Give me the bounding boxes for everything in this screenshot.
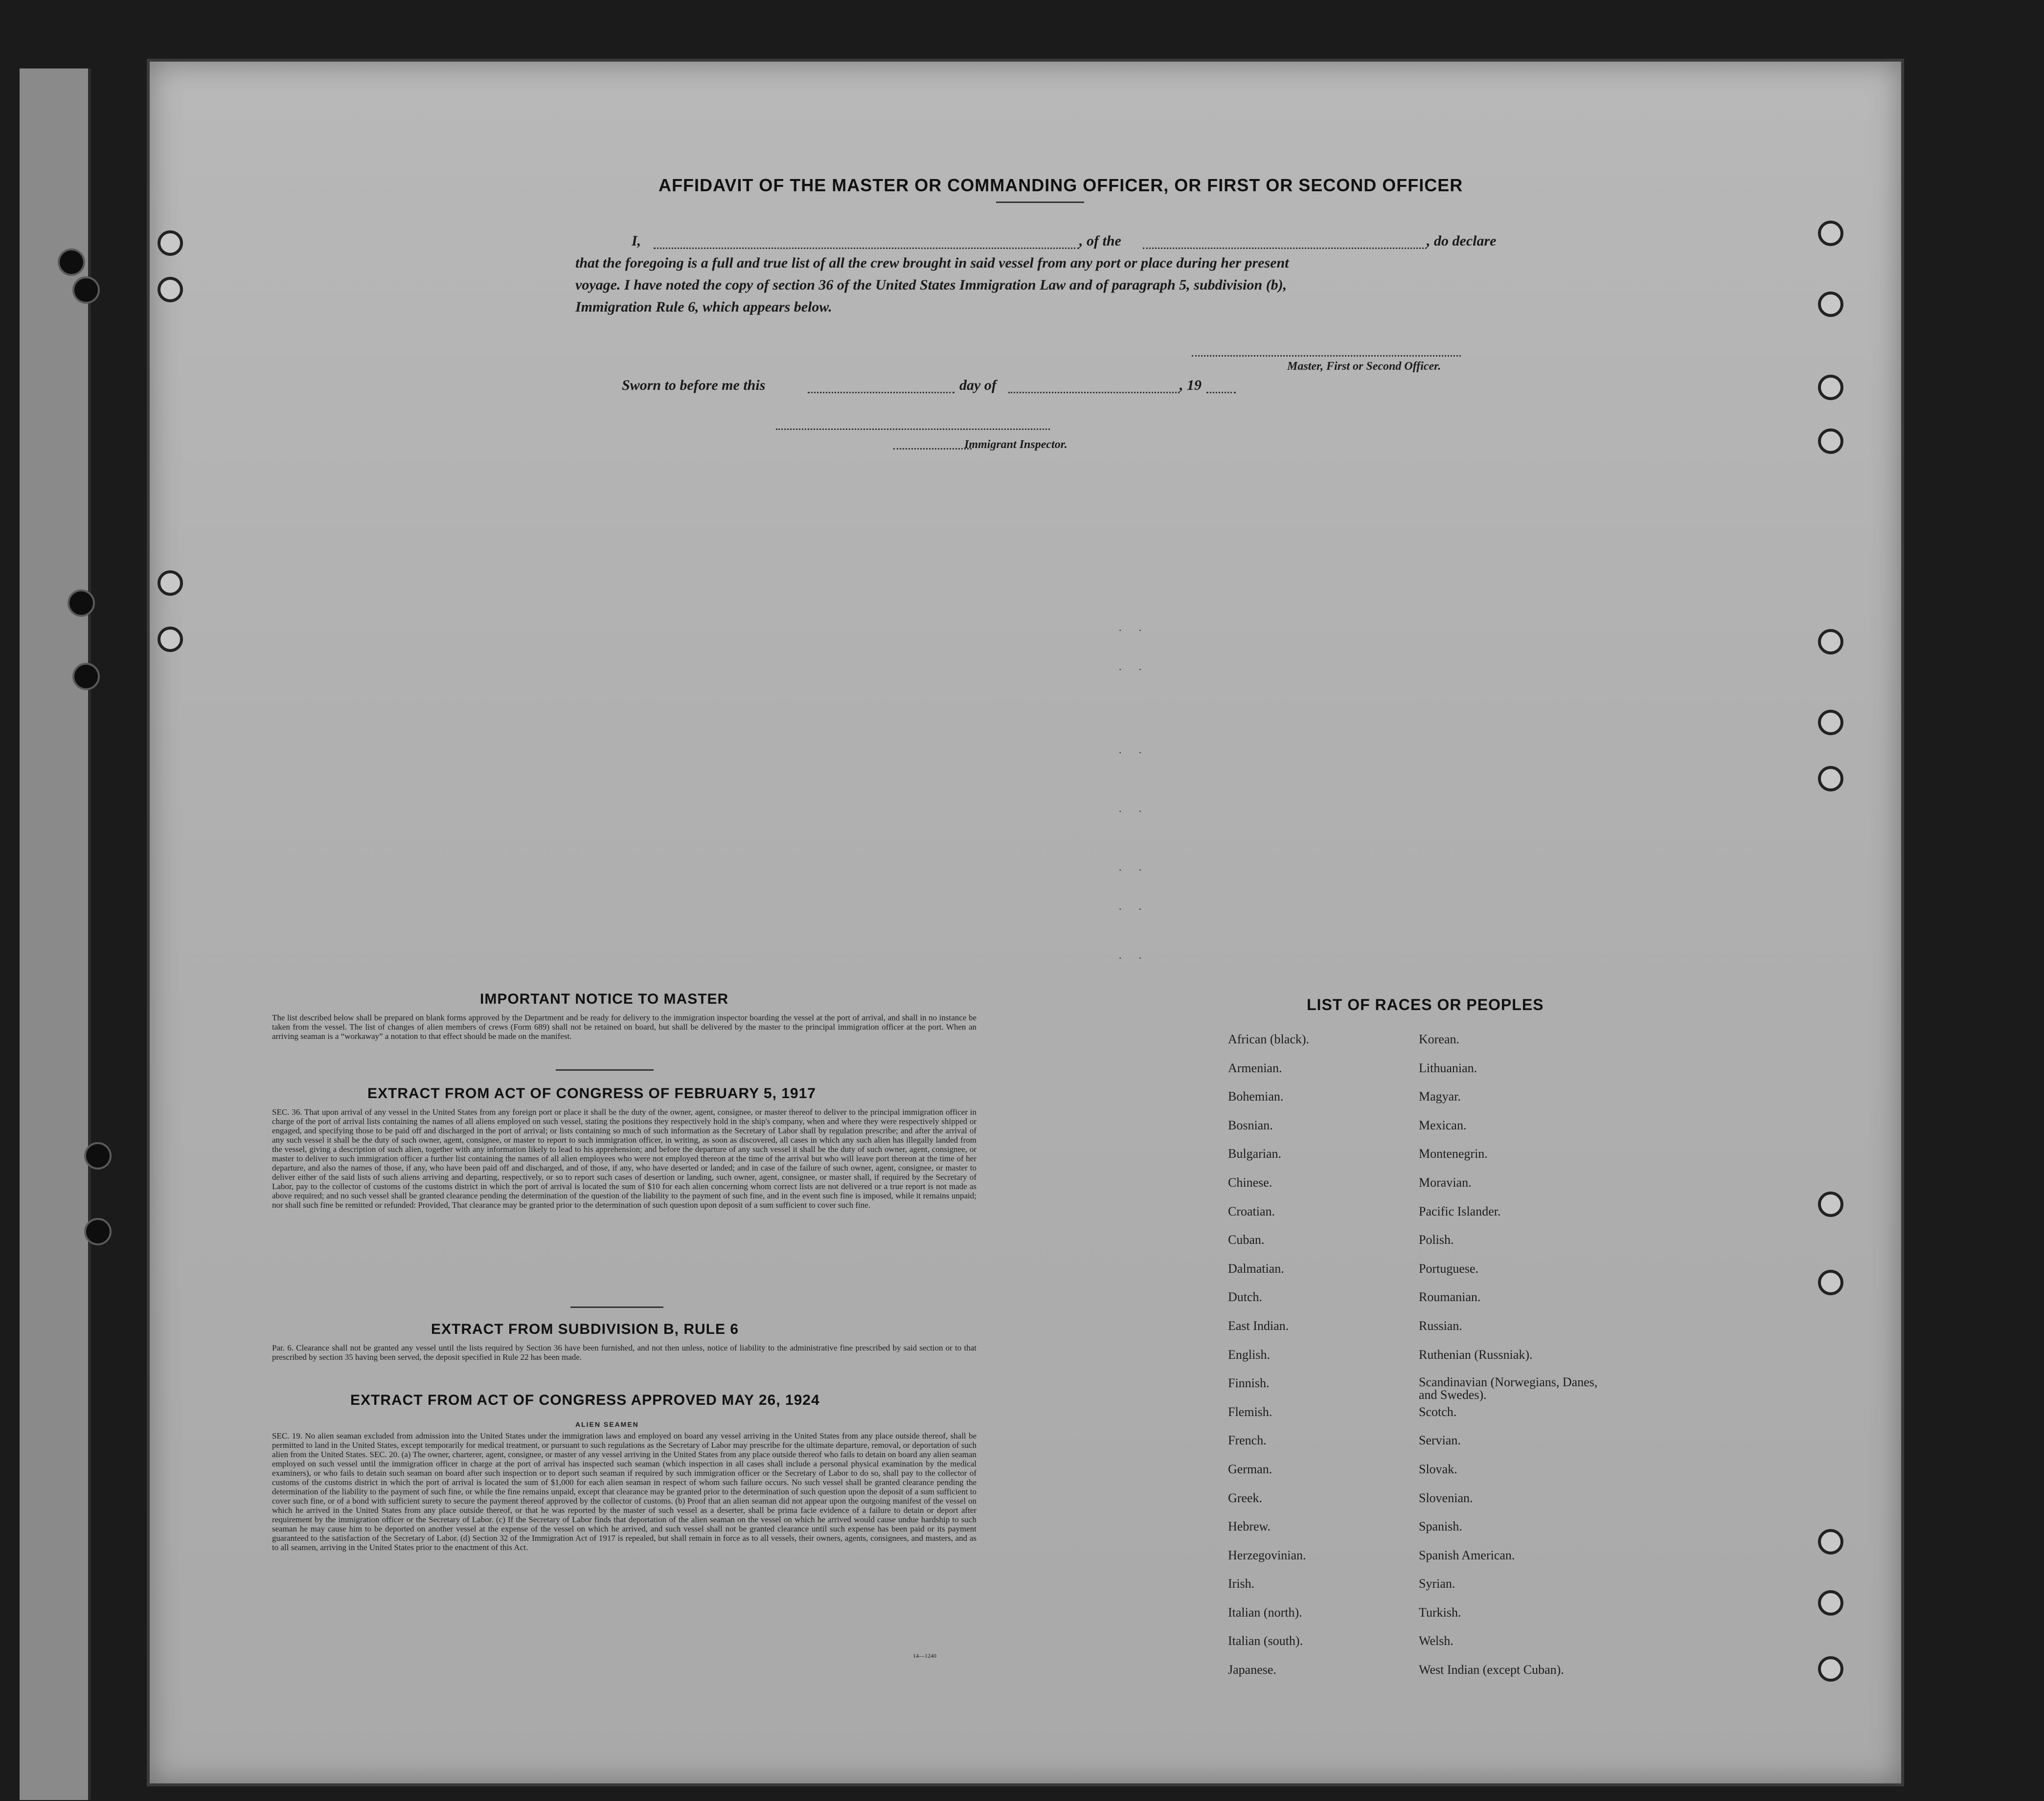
punch-ring: [158, 230, 183, 256]
affidavit-of-the: , of the: [1079, 233, 1121, 249]
race-right: Russian.: [1419, 1318, 1462, 1333]
inspector-label: Immigrant Inspector.: [964, 438, 1067, 451]
column-dots: · ·: [1118, 952, 1149, 964]
extract-1917-rule: [570, 1306, 663, 1308]
race-row: [1228, 1204, 1629, 1233]
punch-ring: [158, 570, 183, 596]
race-left: African (black).: [1228, 1032, 1310, 1046]
race-right: Mexican.: [1419, 1118, 1467, 1132]
punch-ring: [1818, 221, 1843, 246]
column-dots: · ·: [1118, 663, 1149, 675]
race-row: [1228, 1319, 1629, 1348]
race-right: Slovak.: [1419, 1462, 1457, 1476]
race-right: Turkish.: [1419, 1605, 1461, 1620]
race-left: Dutch.: [1228, 1290, 1263, 1305]
punch-ring: [1818, 710, 1843, 735]
race-row: [1228, 1175, 1629, 1204]
race-right: Ruthenian (Russniak).: [1419, 1347, 1533, 1362]
race-left: Chinese.: [1228, 1175, 1272, 1190]
column-dots: · ·: [1118, 805, 1149, 817]
punch-ring: [1818, 1529, 1843, 1554]
binder-hole: [58, 248, 85, 276]
race-right: Montenegrin.: [1419, 1147, 1488, 1161]
binder-hole: [72, 663, 100, 690]
race-right: Scotch.: [1419, 1404, 1457, 1419]
race-left: East Indian.: [1228, 1318, 1289, 1333]
race-left: Bohemian.: [1228, 1089, 1284, 1104]
binder-hole: [72, 276, 100, 304]
race-left: Herzegovinian.: [1228, 1548, 1306, 1562]
inspector-lead-dots: [893, 448, 972, 450]
race-row: [1228, 1605, 1629, 1634]
affidavit-i: I,: [632, 233, 641, 249]
race-left: Hebrew.: [1228, 1519, 1271, 1534]
punch-ring: [1818, 1590, 1843, 1616]
race-row: [1228, 1261, 1629, 1290]
race-row: [1228, 1548, 1629, 1577]
extract-1924-title: EXTRACT FROM ACT OF CONGRESS APPROVED MAY 26, 1924: [350, 1392, 820, 1408]
punch-ring: [1818, 629, 1843, 654]
sworn-day-field[interactable]: [808, 392, 954, 393]
race-left: Dalmatian.: [1228, 1261, 1284, 1276]
affidavit-line3: voyage. I have noted the copy of section 36 of the United States Immigration Law and of paragraph 5, subdivision (b),: [575, 277, 1287, 293]
race-row: [1228, 1061, 1629, 1090]
punch-ring: [1818, 375, 1843, 400]
notice-rule: [556, 1069, 654, 1071]
race-left: Greek.: [1228, 1490, 1263, 1505]
extract-1924-text: SEC. 19. No alien seaman excluded from admission into the United States under the immigration laws and employed on board any vessel arriving in the United States from any place outside thereof, shall be permitted to land in the United States, except temporarily for medical treatment, or pursuant to such regulations as the Secretary of Labor may prescribe for the ultimate departure, removal, or deportation of such alien from the United States. SEC. 20. (a) The owner, charterer, agent, consignee, or master of any vessel arriving in the United States from any place outside thereof who fails to detain on board any alien seaman employed on such vessel until the immigration officer in charge at the port of arrival has inspected such seaman (which inspection in all cases shall include a personal physical examination by the medical examiners), or who fails to detain such seaman on board after such inspection or to deport such seaman if required by such immigration officer or the Secretary of Labor to do so, shall pay to the collector of customs of the customs district in which the port of arrival is located the sum of $1,000 for each alien seaman in respect of whom such failure occurs. No such vessel shall be granted clearance pending the determination of the liability to the payment of such fine, or while the fine remains unpaid, except that clearance may be granted prior to the determination of such question upon the deposit of a sum sufficient to cover such fine, or of a bond with sufficient surety to secure the payment thereof approved by the collector of customs. (b) Proof that an alien seaman did not appear upon the outgoing manifest of the vessel on which he arrived in the United States from any place outside thereof, or that he was reported by the master of such vessel as a deserter, shall be prima facie evidence of a failure to detain or deport after requirement by the immigration officer or the Secretary of Labor. (c) If the Secretary of Labor finds that deportation of the alien seaman on the vessel on which he arrived would cause undue hardship to such seaman he may cause him to be deported on another vessel at the expense of the vessel on which he arrived, and such vessel shall not be granted clearance until such expense has been paid or its payment guaranteed to the satisfaction of the Secretary of Labor. (d) Section 32 of the Immigration Act of 1917 is repealed, but shall remain in force as to all vessels, their owners, agents, consignees, and masters, and as to all seamen, arriving in the United States prior to the enactment of this Act.: [272, 1431, 977, 1552]
punch-ring: [1818, 1192, 1843, 1217]
affidavit-declare: , do declare: [1427, 233, 1497, 249]
race-left: German.: [1228, 1462, 1272, 1476]
race-row: [1228, 1032, 1629, 1061]
race-row: [1228, 1433, 1629, 1462]
extract-rule6-title: EXTRACT FROM SUBDIVISION B, RULE 6: [431, 1321, 739, 1337]
race-row: [1228, 1290, 1629, 1319]
race-right: Slovenian.: [1419, 1490, 1473, 1505]
sworn-text: Sworn to before me this: [622, 377, 766, 393]
race-right: Welsh.: [1419, 1634, 1454, 1648]
race-row: [1228, 1118, 1629, 1147]
race-left: French.: [1228, 1433, 1267, 1448]
day-of-text: day of: [959, 377, 997, 393]
race-row: [1228, 1462, 1629, 1491]
race-right: Spanish American.: [1419, 1548, 1515, 1562]
race-right: West Indian (except Cuban).: [1419, 1663, 1564, 1677]
race-left: Italian (south).: [1228, 1634, 1303, 1648]
sworn-month-field[interactable]: [1008, 392, 1180, 393]
races-list: [1228, 1032, 1629, 1691]
race-right: Moravian.: [1419, 1175, 1472, 1190]
column-dots: · ·: [1118, 746, 1149, 759]
sworn-year-field[interactable]: [1206, 392, 1236, 393]
race-right: Lithuanian.: [1419, 1060, 1477, 1075]
affidavit-line4: Immigration Rule 6, which appears below.: [575, 299, 832, 315]
race-row: [1228, 1405, 1629, 1434]
punch-ring: [1818, 1270, 1843, 1295]
binder-hole: [84, 1218, 112, 1245]
race-left: Bosnian.: [1228, 1118, 1273, 1132]
race-left: Irish.: [1228, 1576, 1255, 1591]
officer-name-field[interactable]: [654, 248, 1079, 249]
race-left: Flemish.: [1228, 1404, 1272, 1419]
race-right: Polish.: [1419, 1233, 1454, 1247]
race-left: Armenian.: [1228, 1060, 1282, 1075]
race-left: Croatian.: [1228, 1204, 1275, 1218]
race-left: Finnish.: [1228, 1376, 1270, 1391]
race-row: [1228, 1376, 1629, 1405]
race-right: Korean.: [1419, 1032, 1460, 1046]
race-row: [1228, 1147, 1629, 1175]
race-right: Scandinavian (Norwegians, Danes, and Swedes).: [1419, 1375, 1598, 1402]
race-row: [1228, 1348, 1629, 1376]
punch-ring: [1818, 1656, 1843, 1682]
form-number: 14—1240: [913, 1652, 936, 1659]
race-row: [1228, 1634, 1629, 1663]
title-rule: [996, 202, 1084, 203]
punch-ring: [158, 277, 183, 302]
master-signature-label: Master, First or Second Officer.: [1287, 360, 1441, 373]
race-row: [1228, 1576, 1629, 1605]
punch-ring: [158, 627, 183, 652]
column-dots: · ·: [1118, 624, 1149, 636]
race-left: English.: [1228, 1347, 1270, 1362]
inspector-signature-field[interactable]: [776, 428, 1050, 430]
race-left: Italian (north).: [1228, 1605, 1302, 1620]
race-right: Portuguese.: [1419, 1261, 1479, 1276]
race-right: Servian.: [1419, 1433, 1461, 1448]
column-dots: · ·: [1118, 864, 1149, 876]
race-row: [1228, 1663, 1629, 1691]
race-right: Pacific Islander.: [1419, 1204, 1501, 1218]
race-left: Bulgarian.: [1228, 1147, 1282, 1161]
races-title: LIST OF RACES OR PEOPLES: [1307, 996, 1544, 1013]
race-row: [1228, 1491, 1629, 1520]
vessel-name-field[interactable]: [1143, 248, 1427, 249]
binder-hole: [84, 1142, 112, 1170]
notice-text: The list described below shall be prepared on blank forms approved by the Department and be ready for delivery to the immigration inspector boarding the vessel at the port of arrival, and shall in no instance be taken from the vessel. The list of changes of alien members of crews (Form 689) shall not be retained on board, but shall be delivered by the master to the principal immigration officer at the port. When an arriving seaman is a “workaway” a notation to that effect should be made on the manifest.: [272, 1013, 977, 1041]
race-right: Syrian.: [1419, 1576, 1455, 1591]
punch-ring: [1818, 428, 1843, 454]
year-text: , 19: [1180, 377, 1202, 393]
race-right: Magyar.: [1419, 1089, 1461, 1104]
binder-strip: [20, 68, 91, 1800]
notice-title: IMPORTANT NOTICE TO MASTER: [480, 991, 729, 1007]
binder-hole: [68, 589, 95, 617]
race-left: Cuban.: [1228, 1233, 1265, 1247]
master-signature-field[interactable]: [1192, 355, 1461, 357]
affidavit-line2: that the foregoing is a full and true list of all the crew brought in said vessel from any port or place during her present: [575, 255, 1289, 271]
column-dots: · ·: [1118, 903, 1149, 915]
race-row: [1228, 1089, 1629, 1118]
race-right: Roumanian.: [1419, 1290, 1481, 1305]
extract-1917-text: SEC. 36. That upon arrival of any vessel in the United States from any foreign port or place it shall be the duty of the owner, agent, consignee, or master thereof to deliver to the principal immigration officer in charge of the port of arrival lists containing the names of all aliens employed on such vessel, stating the positions they respectively hold in the ship's company, when and where they were respectively shipped or engaged, and specifying those to be paid off and discharged in the port of arrival; or lists containing so much of such information as the Secretary of Labor shall by regulation prescribe; and after the arrival of any such vessel it shall be the duty of such owner, agent, consignee, or master to report to such immigration officer, in writing, as soon as discovered, all cases in which any such alien has illegally landed from the vessel, giving a description of such alien, together with any information likely to lead to his apprehension; and before the departure of any such vessel it shall be the duty of such owner, agent, consignee, or master to deliver to such immigration officer a further list containing the names of all alien employees who were not employed thereon at the time of the arrival but who will leave port thereon at the time of her departure, and also the names of those, if any, who have been paid off and discharged, and of those, if any, who have deserted or landed; and in case of the failure of such owner, agent, consignee, or master to deliver either of the said lists of such aliens arriving and departing, respectively, or so to report such cases of desertion or landing, such owner, agent, consignee, or master shall, if required by the Secretary of Labor, pay to the collector of customs of the customs district in which the port of arrival is located the sum of $10 for each alien concerning whom correct lists are not delivered or a true report is not made as above required; and no such vessel shall be granted clearance pending the determination of the question of the liability to the payment of such fine, and in the event such fine is imposed, while it remains unpaid; nor shall such fine be remitted or refunded: Provided, That clearance may be granted prior to the determination of such question upon deposit of a sum sufficient to cover such fine.: [272, 1107, 977, 1210]
race-row: [1228, 1519, 1629, 1548]
punch-ring: [1818, 292, 1843, 317]
extract-1917-title: EXTRACT FROM ACT OF CONGRESS OF FEBRUARY 5, 1917: [367, 1085, 816, 1102]
race-row: [1228, 1233, 1629, 1261]
race-left: Japanese.: [1228, 1663, 1276, 1677]
affidavit-title: AFFIDAVIT OF THE MASTER OR COMMANDING OFFICER, OR FIRST OR SECOND OFFICER: [659, 175, 1463, 195]
extract-1924-subtitle: ALIEN SEAMEN: [575, 1420, 639, 1428]
extract-rule6-text: Par. 6. Clearance shall not be granted any vessel until the lists required by Section 36 have been furnished, and not then unless, notice of liability to the administrative fine prescribed by said section or to that prescribed by section 35 having been served, the deposit specified in Rule 22 has been made.: [272, 1343, 977, 1362]
manifest-page: [147, 59, 1904, 1786]
race-right: Spanish.: [1419, 1519, 1462, 1534]
punch-ring: [1818, 766, 1843, 791]
